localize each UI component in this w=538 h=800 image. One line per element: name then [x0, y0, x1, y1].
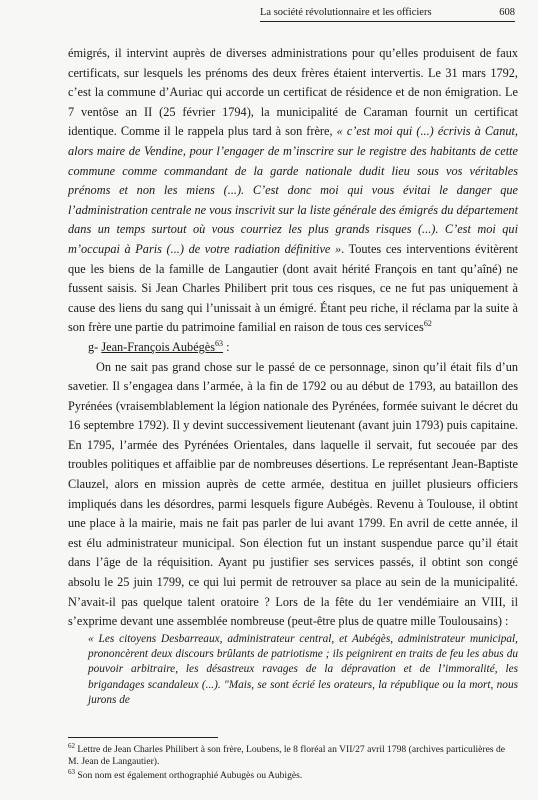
inline-quote: « c’est moi qui (...) écrivis à Canut, alors maire de Vendine, pour l’engager de m’inscrire sur le registre des habitants de cette commune comme commandant de la garde nationale dudit lieu sous vos véritables prénoms et non les miens (...). C’est donc moi qui vous évitai le danger que l’administration centrale ne vous inscrivit sur la liste générale des émigrés du département dans un temps surtout où vous courriez les plus grands risques (...). C’est moi qui m’occupai à Paris (...) de votre radiation définitive »: [68, 124, 518, 256]
footnote: [68, 741, 518, 769]
paragraph-text: . Toutes ces interventions évitèrent que les biens de la famille de Langautier (dont avait hérité François en tant qu’aîné) ne fussent saisis. Si Jean Charles Philibert prit tous ces risques, ce ne fut pas uniquement à cause des liens du sang qui l’unissait à un émigré. Étant peu riche, il réclama par la suite à son frère une partie du patrimoine familial en raison de tous ces services: [68, 241, 518, 335]
footnote-ref: 63: [215, 338, 224, 348]
footnote-rule: [68, 737, 218, 738]
section-name-text: Jean-François Aubégès: [101, 339, 216, 354]
paragraph-aubeges: On ne sait pas grand chose sur le passé de ce personnage, sinon qu’il était fils d’un savetier. Il s’engagea dans l’armée, à la fin de 1792 ou au début de 1793, au bataillon des Pyrénées (vraisemblablement la légion nationale des Pyrénées, formée suivant le décret du 16 septembre 1792). Il y devint successivement lieutenant (avant juin 1793) puis capitaine. En 1795, l’armée des Pyrénées Orientales, dans laquelle il servait, fut secouée par des troubles politiques et affaiblie par de nombreuses désertions. Le représentant Jean-Baptiste Clauzel, alors en mission auprès de cette armée, destitua en juillet plusieurs officiers impliqués dans les désordres, parmi lesquels figure Aubégès. Revenu à Toulouse, il obtint une place à la mairie, mais ne fait pas parler de lui avant 1799. En avril de cette année, il est élu administrateur municipal. Son élection fut un instant suspendue parce qu’il était dans l’âge de la réquisition. Ayant pu justifier ses services passés, il obtint son congé absolu le 25 juin 1799, ce qui lui permit de retrouver sa place au sein de la municipalité. N’avait-il pas quelque talent oratoire ? Lors de la fête du 1er vendémiaire an VIII, il s’exprime devant une assemblée nombreuse (peut-être plus de quatre mille Toulousains) :: [68, 359, 518, 629]
section-prefix: g-: [88, 339, 102, 354]
running-header: [260, 4, 515, 22]
paragraph-text: émigrés, il intervint auprès de diverses administrations pour qu’elles produisent de faux certificats, sur lesquels les prénoms des deux frères étaient intervertis. Le 31 mars 1792, c’est la commune d’Auriac qui accorde un certificat de résidence et de non émigration. Le 7 ventôse an II (25 février 1794), la municipalité de Caraman fournit un certificat identique. Comme il le rappela plus tard à son frère,: [68, 46, 518, 139]
footnote-text: Son nom est également orthographié Aubugès ou Aubigès.: [75, 769, 303, 781]
footnote-number: 62: [68, 741, 75, 750]
running-header-title: La société révolutionnaire et les officiers: [260, 7, 432, 18]
paragraph-langautier: [68, 44, 518, 338]
footnotes: [68, 737, 518, 783]
footnote-number: 63: [68, 767, 75, 776]
main-text: [68, 44, 518, 708]
page-number: 608: [499, 7, 515, 18]
block-quote: « Les citoyens Desbarreaux, administrateur central, et Aubégès, administrateur municipal, prononcèrent deux discours brûlants de patriotisme ; ils peignirent en traits de feu les abus du pouvoir arbitraire, les désastreux ravages de la dépravation et de l’immoralité, les brigandages scandaleux (...). "Mais, se sont écrié les orateurs, la république ou la mort, nous jurons de: [88, 632, 518, 706]
footnote-ref: 62: [423, 319, 432, 329]
section-heading: [68, 338, 518, 358]
footnote-text: Lettre de Jean Charles Philibert à son frère, Loubens, le 8 floréal an VII/27 avril 1798 (archives particulières de M. Jean de Langautier).: [68, 744, 506, 768]
section-name: [101, 340, 223, 354]
section-suffix: :: [223, 339, 230, 354]
footnote: [68, 767, 518, 782]
